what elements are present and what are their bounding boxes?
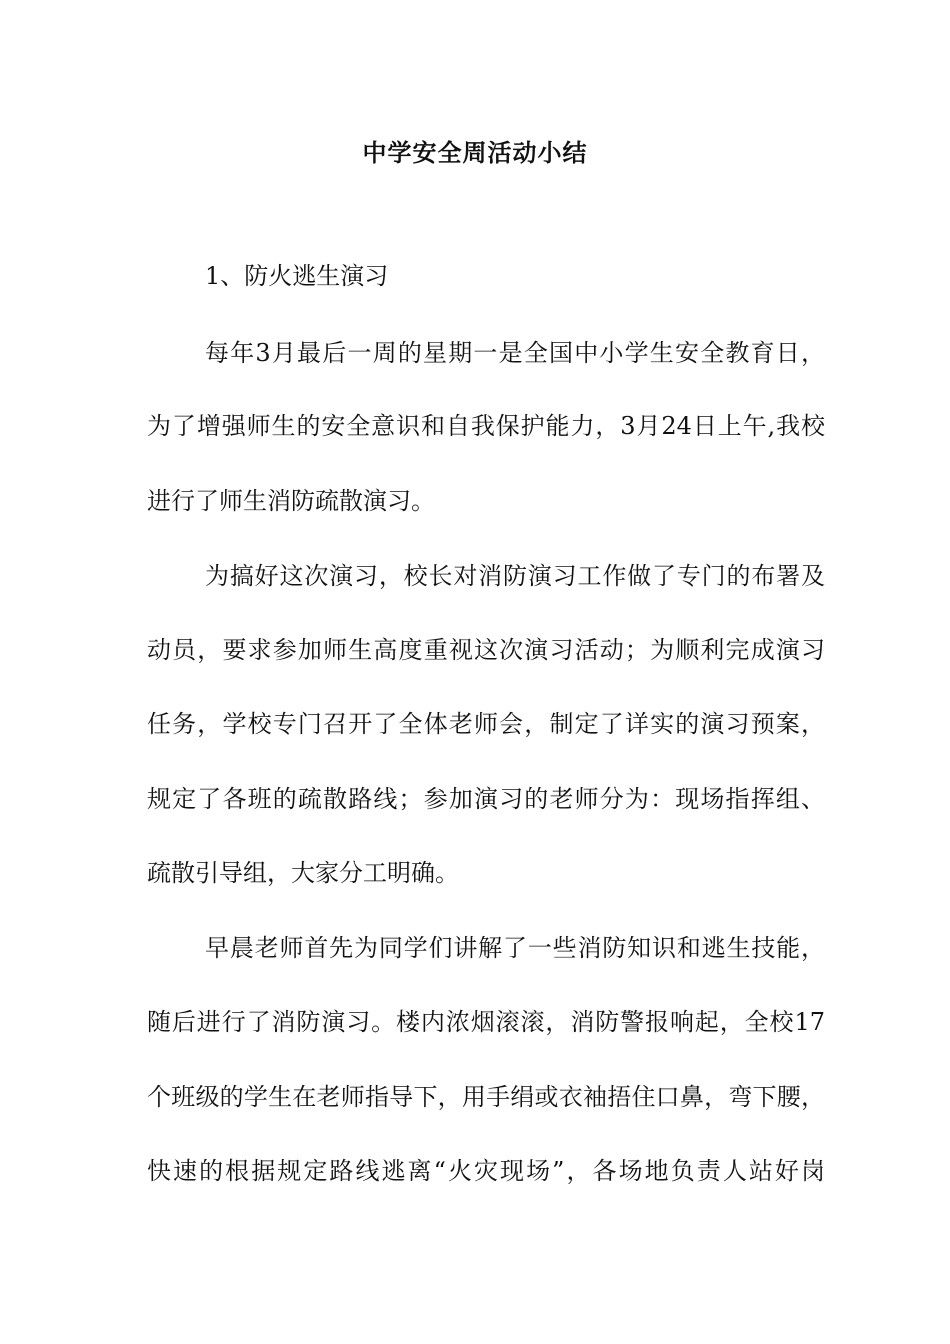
- paragraph-line: 快速的根据规定路线逃离“火灾现场”，各场地负责人站好岗: [147, 1157, 825, 1185]
- paragraph-line: 随后进行了消防演习。楼内浓烟滚滚，消防警报响起，全校17: [147, 1008, 825, 1036]
- paragraph-line: 早晨老师首先为同学们讲解了一些消防知识和逃生技能，: [205, 934, 825, 962]
- paragraph-line: 动员，要求参加师生高度重视这次演习活动；为顺利完成演习: [147, 636, 825, 664]
- paragraph-line: 任务，学校专门召开了全体老师会，制定了详实的演习预案，: [147, 710, 825, 738]
- paragraph-line: 每年3月最后一周的星期一是全国中小学生安全教育日，: [205, 339, 825, 367]
- paragraph-line: 规定了各班的疏散路线；参加演习的老师分为：现场指挥组、: [147, 785, 825, 813]
- paragraph-line: 为搞好这次演习，校长对消防演习工作做了专门的布署及: [205, 562, 825, 590]
- paragraph-line: 为了增强师生的安全意识和自我保护能力，3月24日上午,我校: [147, 412, 825, 440]
- paragraph-line: 个班级的学生在老师指导下，用手绢或衣袖捂住口鼻，弯下腰，: [147, 1083, 825, 1111]
- paragraph-line: 疏散引导组，大家分工明确。: [147, 859, 459, 887]
- paragraph-line: 进行了师生消防疏散演习。: [147, 487, 435, 515]
- document-title: 中学安全周活动小结: [362, 138, 588, 167]
- section-heading: 1、防火逃生演习: [205, 262, 389, 290]
